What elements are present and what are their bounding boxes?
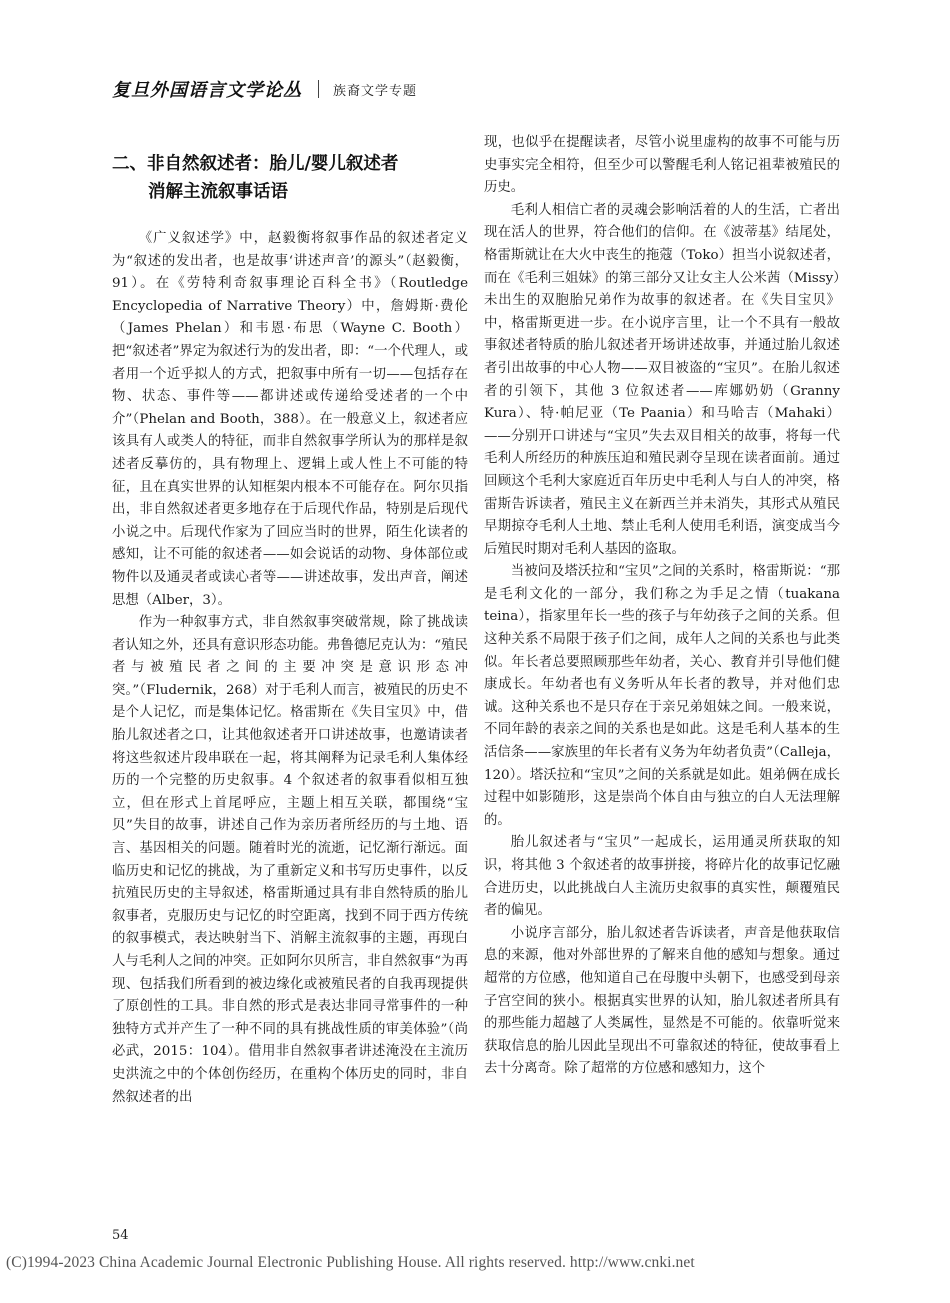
section-heading-line-1: 二、非自然叙述者：胎儿/婴儿叙述者 xyxy=(112,154,399,174)
header-divider xyxy=(318,80,319,98)
paragraph: 作为一种叙事方式，非自然叙事突破常规，除了挑战读者认知之外，还具有意识形态功能。弗鲁德尼克认为：“殖民者与被殖民者之间的主要冲突是意识形态冲突。”（Fludernik，268）对于毛利人而言，被殖民的历史不是个人记忆，而是集体记忆。格雷斯在《失目宝贝》中，借胎儿叙述者之口，让其他叙述者开口讲述故事，也邀请读者将这些叙述片段串联在一起，将其阐释为记录毛利人集体经历的一个完整的历史叙事。4 个叙述者的叙事看似相互独立，但在形式上首尾呼应，主题上相互关联，都围绕“宝贝”失目的故事，讲述自己作为亲历者所经历的与土地、语言、基因相关的问题。随着时光的流逝，记忆渐行渐远。面临历史和记忆的挑战，为了重新定义和书写历史事件，以反抗殖民历史的主导叙述，格雷斯通过具有非自然特质的胎儿叙事者，克服历史与记忆的时空距离，找到不同于西方传统的叙事模式，表达映射当下、消解主流叙事的主题，再现白人与毛利人之间的冲突。正如阿尔贝所言，非自然叙事“为再现、包括我们所看到的被边缘化或被殖民者的自我再现提供了原创性的工具。非自然的形式是表达非同寻常事件的一种独特方式并产生了一种不同的具有挑战性质的审美体验”（尚必武，2015：104）。借用非自然叙事者讲述淹没在主流历史洪流之中的个体创伤经历，在重构个体历史的同时，非自然叙述者的出 xyxy=(112,615,468,1105)
page-number: 54 xyxy=(112,1228,129,1243)
paragraph: 当被问及塔沃拉和“宝贝”之间的关系时，格雷斯说：“那是毛利文化的一部分，我们称之为手足之情（tuakana teina），指家里年长一些的孩子与年幼孩子之间的关系。但这种关系不局限于孩子们之间，成年人之间的关系也与此类似。年长者总要照顾那些年幼者，关心、教育并引导他们健康成长。年幼者也有义务听从年长者的教导，并对他们忠诚。这种关系也不是只存在于亲兄弟姐妹之间。一般来说，不同年龄的表亲之间的关系也是如此。这是毛利人基本的生活信条——家族里的年长者有义务为年幼者负责”（Calleja，120）。塔沃拉和“宝贝”之间的关系就是如此。姐弟俩在成长过程中如影随形，这是崇尚个体自由与独立的白人无法理解的。 xyxy=(484,564,840,828)
paragraph: 《广义叙述学》中，赵毅衡将叙事作品的叙述者定义为“叙述的发出者，也是故事‘讲述声音’的源头”（赵毅衡，91）。在《劳特利奇叙事理论百科全书》（Routledge Encyclopedia of Narrative Theory）中，詹姆斯·费伦（James Phelan）和韦恩·布思（Wayne C. Booth）把“叙述者”界定为叙述行为的发出者，即：“一个代理人，或者用一个近乎拟人的方式，把叙事中所有一切——包括存在物、状态、事件等——都讲述或传递给受述者的一个中介”（Phelan and Booth，388）。在一般意义上，叙述者应该具有人或类人的特征，而非自然叙事学所认为的那样是叙述者反摹仿的，具有物理上、逻辑上或人性上不可能的特征，且在真实世界的认知框架内根本不可能存在。阿尔贝指出，非自然叙述者更多地存在于后现代作品，特别是后现代小说之中。后现代作家为了回应当时的世界，陌生化读者的感知，让不可能的叙述者——如会说话的动物、身体部位或物件以及通灵者或读心者等——讲述故事，发出声音，阐述思想（Alber，3）。 xyxy=(112,231,468,608)
section-heading-line-2: 消解主流叙事话语 xyxy=(148,182,288,202)
section-name: 族裔文学专题 xyxy=(333,83,418,99)
paragraph-continuation: 现，也似乎在提醒读者，尽管小说里虚构的故事不可能与历史事实完全相符，但至少可以警醒毛利人铭记祖辈被殖民的历史。 xyxy=(484,135,840,196)
running-header xyxy=(112,72,417,106)
paragraph: 胎儿叙述者与“宝贝”一起成长，运用通灵所获取的知识，将其他 3 个叙述者的故事拼接，将碎片化的故事记忆融合进历史，以此挑战白人主流历史叙事的真实性，颠覆殖民者的偏见。 xyxy=(484,835,840,919)
journal-title: 复旦外国语言文学论丛 xyxy=(112,80,302,101)
copyright-footer: (C)1994-2023 China Academic Journal Electronic Publishing House. All rights reserved. http://www.cnki.net xyxy=(6,1254,695,1271)
paragraph: 毛利人相信亡者的灵魂会影响活着的人的生活，亡者出现在活人的世界，符合他们的信仰。在《波蒂基》结尾处，格雷斯就让在大火中丧生的拖蔻（Toko）担当小说叙述者，而在《毛利三姐妹》的第三部分又让女主人公米茜（Missy）未出生的双胞胎兄弟作为故事的叙述者。在《失目宝贝》中，格雷斯更进一步。在小说序言里，让一个不具有一般故事叙述者特质的胎儿叙述者开场讲述故事，并通过胎儿叙述者引出故事的中心人物——双目被盗的“宝贝”。在胎儿叙述者的引领下，其他 3 位叙述者——库娜奶奶（Granny Kura）、特·帕尼亚（Te Paania）和马哈吉（Mahaki）——分别开口讲述与“宝贝”失去双目相关的故事，将每一代毛利人所经历的种族压迫和殖民剥夺呈现在读者面前。通过回顾这个毛利大家庭近百年历史中毛利人与白人的冲突，格雷斯告诉读者，殖民主义在新西兰并未消失，其形式从殖民早期掠夺毛利人土地、禁止毛利人使用毛利语，演变成当今后殖民时期对毛利人基因的盗取。 xyxy=(484,202,840,557)
left-column xyxy=(112,132,468,1109)
paragraph: 小说序言部分，胎儿叙述者告诉读者，声音是他获取信息的来源，他对外部世界的了解来自他的感知与想象。通过超常的方位感，他知道自己在母腹中头朝下，也感受到母亲子宫空间的狭小。根据真实世界的认知，胎儿叙述者所具有的那些能力超越了人类属性，显然是不可能的。依靠听觉来获取信息的胎儿因此呈现出不可靠叙述的特征，使故事看上去十分离奇。除了超常的方位感和感知力，这个 xyxy=(484,925,840,1077)
section-heading xyxy=(112,150,468,206)
right-column xyxy=(484,132,840,1081)
